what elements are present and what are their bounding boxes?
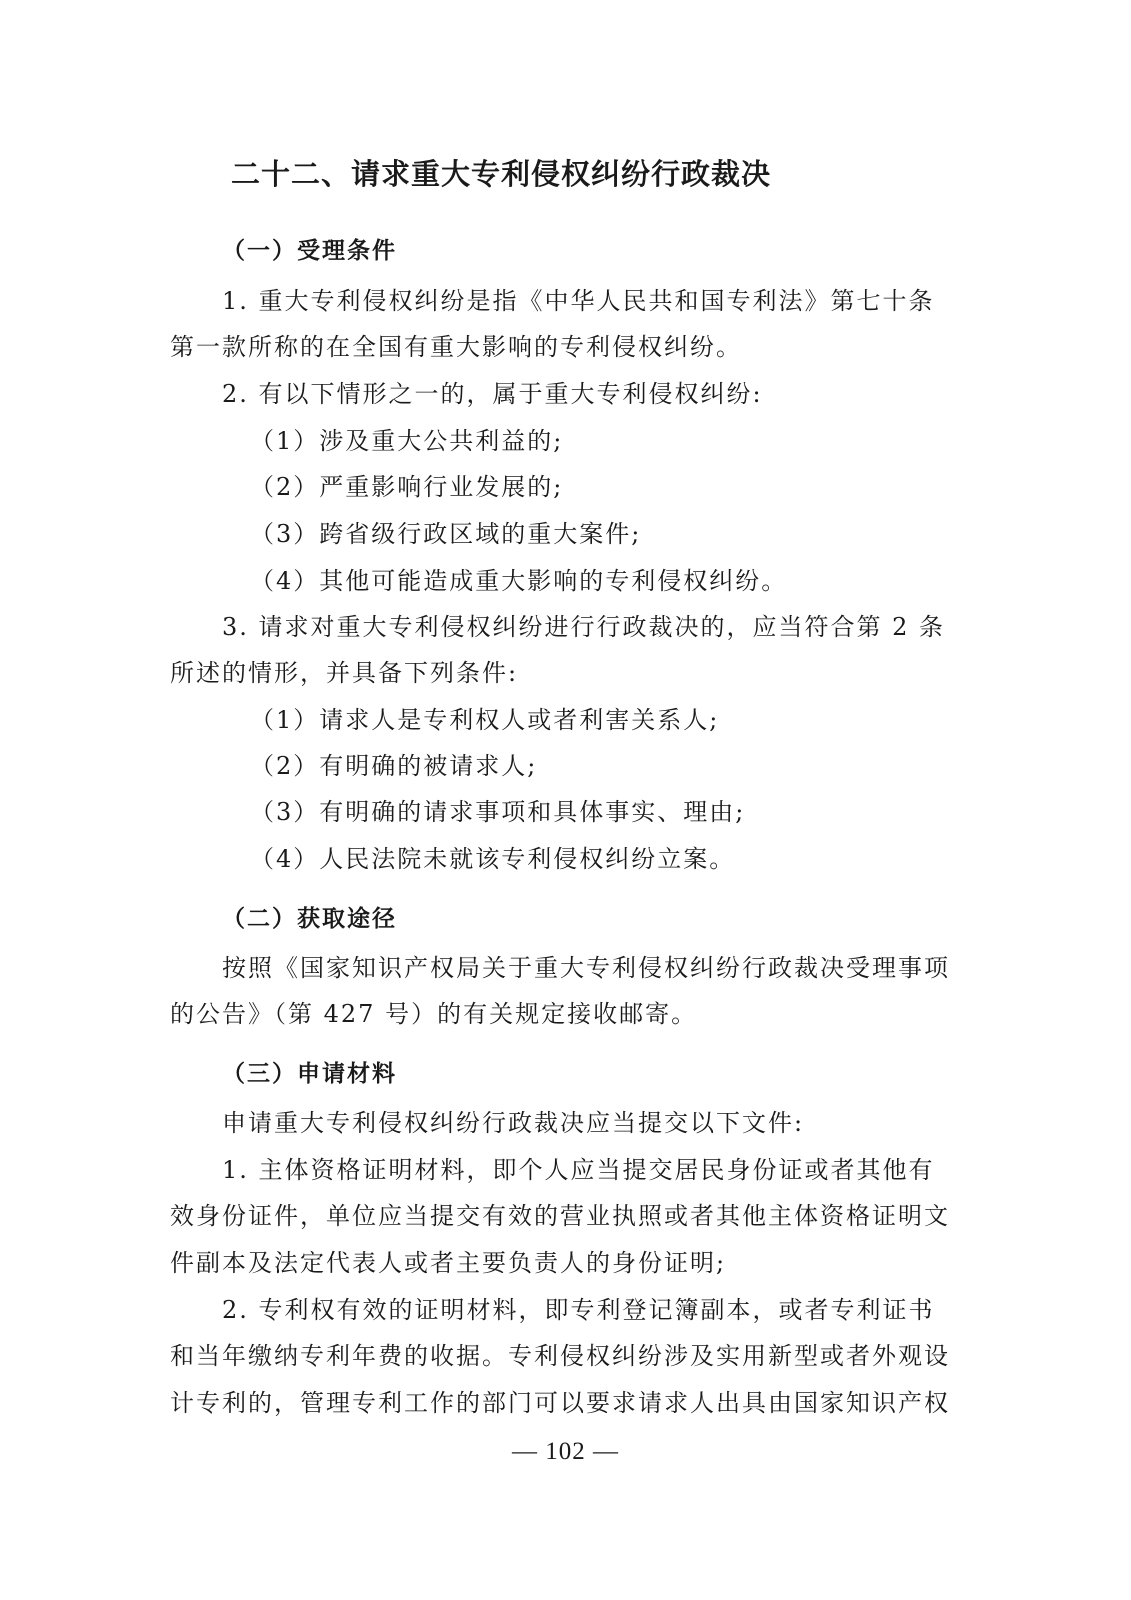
page-number: — 102 —	[512, 1438, 619, 1465]
paragraph-line: 件副本及法定代表人或者主要负责人的身份证明;	[170, 1249, 727, 1277]
paragraph-line: 第一款所称的在全国有重大影响的专利侵权纠纷。	[170, 333, 742, 361]
paragraph-line: 按照《国家知识产权局关于重大专利侵权纠纷行政裁决受理事项	[222, 954, 950, 982]
paragraph-line: 效身份证件，单位应当提交有效的营业执照或者其他主体资格证明文	[170, 1202, 950, 1230]
list-item: （1）请求人是专利权人或者利害关系人;	[250, 706, 720, 734]
list-item: （3）跨省级行政区域的重大案件;	[250, 520, 642, 548]
paragraph-line: 和当年缴纳专利年费的收据。专利侵权纠纷涉及实用新型或者外观设	[170, 1342, 950, 1370]
list-item: （2）严重影响行业发展的;	[250, 473, 564, 501]
paragraph-line: 计专利的，管理专利工作的部门可以要求请求人出具由国家知识产权	[170, 1389, 950, 1417]
paragraph-line: 所述的情形，并具备下列条件:	[170, 659, 519, 687]
page-title: 二十二、请求重大专利侵权纠纷行政裁决	[231, 157, 772, 191]
list-item: （2）有明确的被请求人;	[250, 752, 538, 780]
paragraph-line: 1. 重大专利侵权纠纷是指《中华人民共和国专利法》第七十条	[222, 287, 935, 315]
list-item: （4）人民法院未就该专利侵权纠纷立案。	[250, 845, 736, 873]
paragraph-line: 1. 主体资格证明材料，即个人应当提交居民身份证或者其他有	[222, 1156, 935, 1184]
section-heading-application-materials: （三）申请材料	[222, 1061, 397, 1087]
paragraph-line: 的公告》（第 427 号）的有关规定接收邮寄。	[170, 1000, 698, 1028]
list-item: （3）有明确的请求事项和具体事实、理由;	[250, 798, 746, 826]
paragraph-line: 申请重大专利侵权纠纷行政裁决应当提交以下文件:	[222, 1109, 805, 1137]
paragraph-line: 3. 请求对重大专利侵权纠纷进行行政裁决的，应当符合第 2 条	[222, 613, 946, 641]
list-item: （1）涉及重大公共利益的;	[250, 427, 564, 455]
list-item: （4）其他可能造成重大影响的专利侵权纠纷。	[250, 567, 788, 595]
paragraph-line: 2. 专利权有效的证明材料，即专利登记簿副本，或者专利证书	[222, 1296, 935, 1324]
section-heading-acceptance-conditions: （一）受理条件	[222, 238, 397, 264]
section-heading-access-channel: （二）获取途径	[222, 906, 397, 932]
paragraph-line: 2. 有以下情形之一的，属于重大专利侵权纠纷:	[222, 380, 763, 408]
